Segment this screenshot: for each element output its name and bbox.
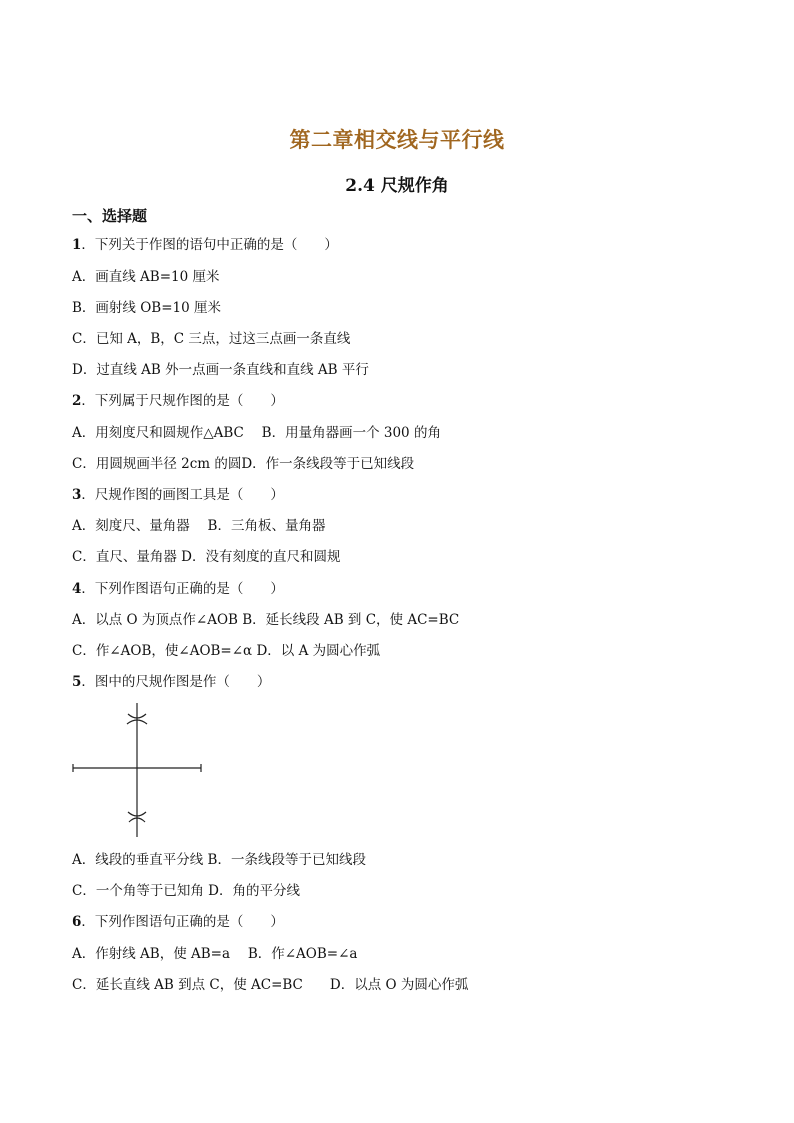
page-title: 第二章相交线与平行线: [289, 127, 505, 152]
question-1-option-a: A．画直线 AB=10 厘米: [72, 269, 220, 285]
question-3-option-ab: A．刻度尺、量角器 B．三角板、量角器: [72, 518, 326, 534]
question-1-option-c: C．已知 A，B，C 三点，过这三点画一条直线: [72, 331, 351, 347]
question-5-option-cd: C．一个角等于已知角 D．角的平分线: [72, 883, 300, 899]
question-4-stem: 4．下列作图语句正确的是（ ）: [72, 581, 284, 597]
question-6-option-ab: A．作射线 AB，使 AB=a B．作∠AOB=∠a: [72, 946, 358, 962]
section-heading: 一、选择题: [72, 207, 148, 225]
question-6-option-cd: C．延长直线 AB 到点 C，使 AC=BC D．以点 O 为圆心作弧: [72, 977, 469, 993]
question-5-stem: 5．图中的尺规作图是作（ ）: [72, 674, 271, 690]
question-2-option-ab: A．用刻度尺和圆规作△ABC B．用量角器画一个 300 的角: [72, 425, 441, 441]
question-4-option-ab: A．以点 O 为顶点作∠AOB B．延长线段 AB 到 C，使 AC=BC: [72, 612, 460, 628]
question-2-option-cd: C．用圆规画半径 2cm 的圆D．作一条线段等于已知线段: [72, 456, 415, 472]
question-3-option-cd: C．直尺、量角器 D．没有刻度的直尺和圆规: [72, 549, 341, 565]
question-3-stem: 3．尺规作图的画图工具是（ ）: [72, 487, 284, 503]
question-1-option-d: D．过直线 AB 外一点画一条直线和直线 AB 平行: [72, 362, 369, 378]
question-1-stem: 1．下列关于作图的语句中正确的是（ ）: [72, 237, 338, 253]
perpendicular-bisector-figure: [70, 700, 210, 840]
question-5-option-ab: A．线段的垂直平分线 B．一条线段等于已知线段: [72, 852, 366, 868]
page-subtitle: 2.4 尺规作角: [345, 176, 449, 196]
question-6-stem: 6．下列作图语句正确的是（ ）: [72, 914, 284, 930]
question-4-option-cd: C．作∠AOB，使∠AOB=∠α D．以 A 为圆心作弧: [72, 643, 381, 659]
question-2-stem: 2．下列属于尺规作图的是（ ）: [72, 393, 284, 409]
question-1-option-b: B．画射线 OB=10 厘米: [72, 300, 221, 316]
